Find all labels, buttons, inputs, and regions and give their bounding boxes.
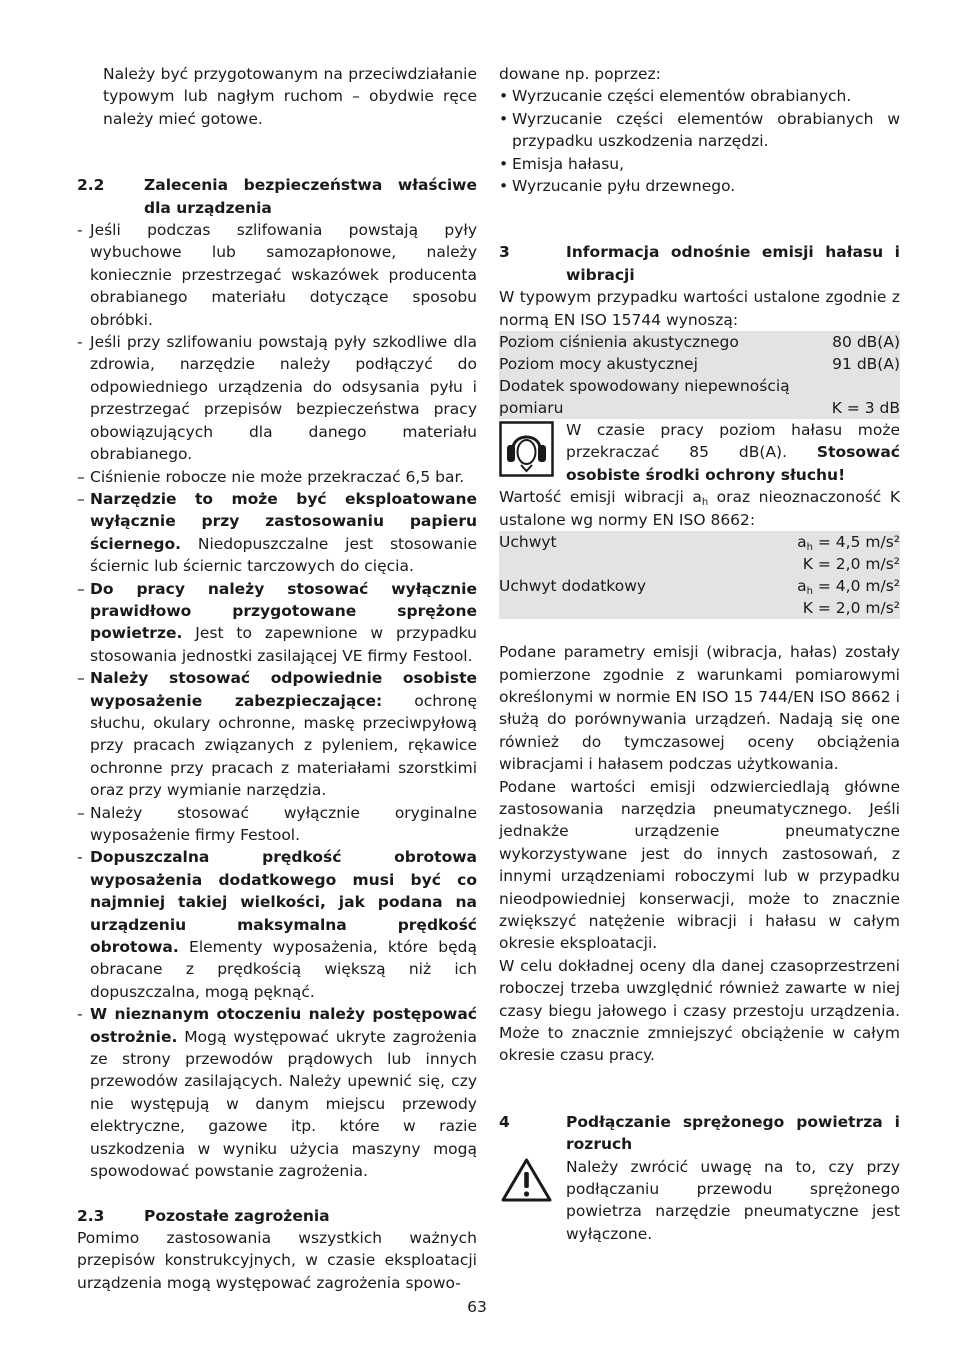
- emission-paragraph-2: Podane wartości emisji odzwierciedlają główne zastosowania narzędzia pneumatycznego. Jeśli jednakże urządzenie pneumatyczne wykorzystywane jest do innych zastosowań, z innymi urządzeniami roboczymi lub w przypadku nieodpowiedniej konserwacji, może to znacznie zwiększyć natężenie wibracji i hałasu w całym okresie eksploatacji.: [499, 777, 900, 953]
- section-title: Zalecenia bezpieczeństwa właściwe dla urządzenia: [144, 176, 477, 217]
- bullet: •: [499, 87, 509, 106]
- vibration-table: [499, 531, 900, 619]
- table-label: Dodatek spowodowany niepewnością: [499, 377, 790, 396]
- item-bold-text: Narzędzie to może być eksploatowane wyłącznie przy zastosowaniu papieru ściernego.: [90, 489, 477, 553]
- table-row: [499, 553, 900, 575]
- item-bold-text: Należy stosować odpowiednie osobiste wyposażenie zabezpieczające:: [90, 669, 477, 710]
- table-label: Uchwyt: [499, 533, 557, 552]
- emission-paragraph-1: Podane parametry emisji (wibracja, hałas) zostały pomierzone zgodnie z warunkami pomiarowymi określonymi w normie EN ISO 15 744/EN ISO 8662 i służą do porównywania urządzeń. Nadają się one również do tymczasowej oceny obciążenia wibracjami i hałasem podczas użytkowania.: [499, 643, 900, 774]
- bullet: •: [499, 154, 509, 173]
- item-text: Jest to zapewnione w przypadku stosowania jednostki zasilającej VE firmy Festool.: [90, 624, 477, 665]
- section-number: 2.3: [77, 1206, 105, 1225]
- table-value: K = 3 dB: [831, 399, 900, 418]
- table-value: $a_h = 4,5$ m/s²: [797, 533, 900, 554]
- table-label: Uchwyt dodatkowy: [499, 577, 647, 596]
- section-3-heading: [499, 241, 900, 286]
- hazard-list: [499, 85, 900, 197]
- bullet-text: Wyrzucanie pyłu drzewnego.: [512, 177, 736, 196]
- hearing-bold-text: Stosować osobiste środki ochrony słuchu!: [566, 443, 900, 484]
- list-dash: -: [77, 848, 83, 867]
- section-title: Podłączanie sprężonego powietrza i rozruch: [566, 1112, 900, 1154]
- item-text: Należy stosować wyłącznie oryginalne wyposażenie firmy Festool.: [90, 803, 477, 844]
- item-text: Jeśli przy szlifowaniu powstają pyły szkodliwe dla zdrowia, narzędzie należy podłączyć do odpowiedniego urządzenia do odsysania pyłu i przestrzegać przepisów bezpieczeństwa pracy obowiązujących dla danego materiału obrabianego.: [90, 333, 477, 464]
- section-2-2-heading: [77, 174, 477, 219]
- bullet: •: [499, 177, 509, 196]
- page-number: 63: [467, 1298, 487, 1316]
- list-item: [77, 667, 477, 801]
- item-bold-text: Dopuszczalna prędkość obrotowa wyposażenia dodatkowego musi być co najmniej takiej wielkości, jak podana na urządzeniu maksymalna prędkość obrotowa.: [90, 848, 477, 957]
- item-bold-text: W nieznanym otoczeniu należy postępować ostrożnie.: [90, 1005, 477, 1046]
- list-dash: -: [77, 1005, 83, 1024]
- emission-paragraph-3: W celu dokładnej oceny dla danej czasoprzestrzeni roboczej trzeba uwzględnić również zawarte w niej czasy biegu jałowego i czasy przestoju urządzenia. Może to znacznie zmniejszyć obciążenie w całym okresie czasu pracy.: [499, 956, 900, 1065]
- section-number: 3: [499, 243, 510, 262]
- right-column: [499, 63, 900, 1245]
- item-bold-text: Do pracy należy stosować wyłącznie prawidłowo przygotowane sprężone powietrze.: [90, 579, 477, 643]
- list-item: [77, 331, 477, 465]
- intro-paragraph: Należy być przygotowanym na przeciwdziałanie typowym lub nagłym ruchom – obydwie ręce należy mieć gotowe.: [103, 65, 477, 128]
- section-2-3-heading: [77, 1205, 477, 1227]
- list-item: [77, 219, 477, 331]
- list-item: [499, 85, 900, 107]
- table-label: Poziom ciśnienia akustycznego: [499, 333, 739, 352]
- compressed-air-warning: [499, 1156, 900, 1246]
- hearing-text: W czasie pracy poziom hałasu może przekraczać 85 dB(A).: [566, 421, 900, 462]
- bullet: •: [499, 109, 509, 128]
- table-value: $a_h = 4,0$ m/s²: [797, 577, 900, 598]
- residual-risks-paragraph: Pomimo zastosowania wszystkich ważnych przepisów konstrukcyjnych, w czasie eksploatacji urządzenia mogą występować zagrożenia spowo-: [77, 1228, 477, 1292]
- table-value: K = 2,0 m/s²: [802, 599, 900, 618]
- list-item: [499, 153, 900, 175]
- item-text: Jeśli podczas szlifowania powstają pyły wybuchowe lub samozapłonowe, należy koniecznie przestrzegać wskazówek producenta obrabianego materiału dotyczące sposobu obróbki.: [90, 221, 477, 329]
- item-text: ochronę słuchu, okulary ochronne, maskę przeciwpyłową przy pracach związanych z pyleniem, rękawice ochronne przy pracach z materiałami szorstkimi oraz przy wymianie narzędzia.: [90, 691, 477, 800]
- ear-protection-icon: [499, 421, 554, 477]
- list-dash: –: [77, 467, 85, 486]
- table-value: 80 dB(A): [832, 333, 900, 352]
- list-item: [77, 488, 477, 578]
- table-row: [499, 597, 900, 619]
- table-row: [499, 375, 900, 397]
- warning-text: Należy zwrócić uwagę na to, czy przy podłączaniu przewodu sprężonego powietrza narzędzie pneumatyczne jest wyłączone.: [566, 1157, 900, 1243]
- section-4-heading: [499, 1111, 900, 1156]
- list-dash: –: [77, 579, 85, 598]
- table-row: [499, 575, 900, 597]
- list-item: [77, 578, 477, 668]
- noise-intro: W typowym przypadku wartości ustalone zgodnie z normą EN ISO 15744 wynoszą:: [499, 288, 900, 329]
- section-number: 4: [499, 1112, 510, 1131]
- item-text: Elementy wyposażenia, które będą obracane z prędkością większą niż ich dopuszczalna, mogą pęknąć.: [90, 938, 477, 1001]
- section-number: 2.2: [77, 176, 105, 195]
- left-column: [77, 63, 477, 1294]
- list-item: [77, 846, 477, 1003]
- list-dash: –: [77, 803, 85, 822]
- list-dash: –: [77, 489, 85, 508]
- warning-triangle-icon: [499, 1156, 554, 1206]
- table-row: [499, 531, 900, 553]
- list-dash: -: [77, 333, 83, 352]
- list-item: [499, 175, 900, 197]
- section-title: Informacja odnośnie emisji hałasu i wibracji: [566, 243, 900, 284]
- table-row: [499, 353, 900, 375]
- table-label: Poziom mocy akustycznej: [499, 355, 698, 374]
- list-item: [77, 466, 477, 488]
- table-value: K = 2,0 m/s²: [802, 555, 900, 574]
- hearing-protection-notice: [499, 419, 900, 486]
- safety-list: [77, 219, 477, 1182]
- list-dash: -: [77, 221, 83, 240]
- table-value: 91 dB(A): [832, 355, 900, 374]
- table-row: [499, 397, 900, 419]
- vibration-intro: Wartość emisji wibracji $a_h$ oraz nieoznaczoność K ustalone wg normy EN ISO 8662:: [499, 488, 900, 529]
- list-item: [77, 802, 477, 847]
- list-item: [499, 108, 900, 153]
- section-title: Pozostałe zagrożenia: [144, 1206, 330, 1225]
- bullet-text: Wyrzucanie części elementów obrabianych.: [512, 87, 852, 106]
- bullet-text: Emisja hałasu,: [512, 154, 625, 173]
- noise-table: [499, 331, 900, 419]
- item-text: Ciśnienie robocze nie może przekraczać 6,5 bar.: [90, 467, 465, 486]
- item-text: Niedopuszczalne jest stosowanie ściernic lub ściernic tarczowych do cięcia.: [90, 534, 477, 576]
- item-text: Mogą występować ukryte zagrożenia ze strony przewodów prądowych lub innych przewodów zasilających. Należy upewnić się, czy nie występują w danym miejscu przewody elektryczne, gazowe itp. które w razie uszkodzenia w wyniku użycia maszyny mogą spowodować powstanie zagrożenia.: [90, 1027, 477, 1181]
- continuation-paragraph: dowane np. poprzez:: [499, 65, 661, 83]
- list-dash: –: [77, 669, 85, 688]
- table-label: pomiaru: [499, 399, 564, 418]
- list-item: [77, 1003, 477, 1182]
- table-row: [499, 331, 900, 353]
- bullet-text: Wyrzucanie części elementów obrabianych w przypadku uszkodzenia narzędzi.: [512, 109, 900, 151]
